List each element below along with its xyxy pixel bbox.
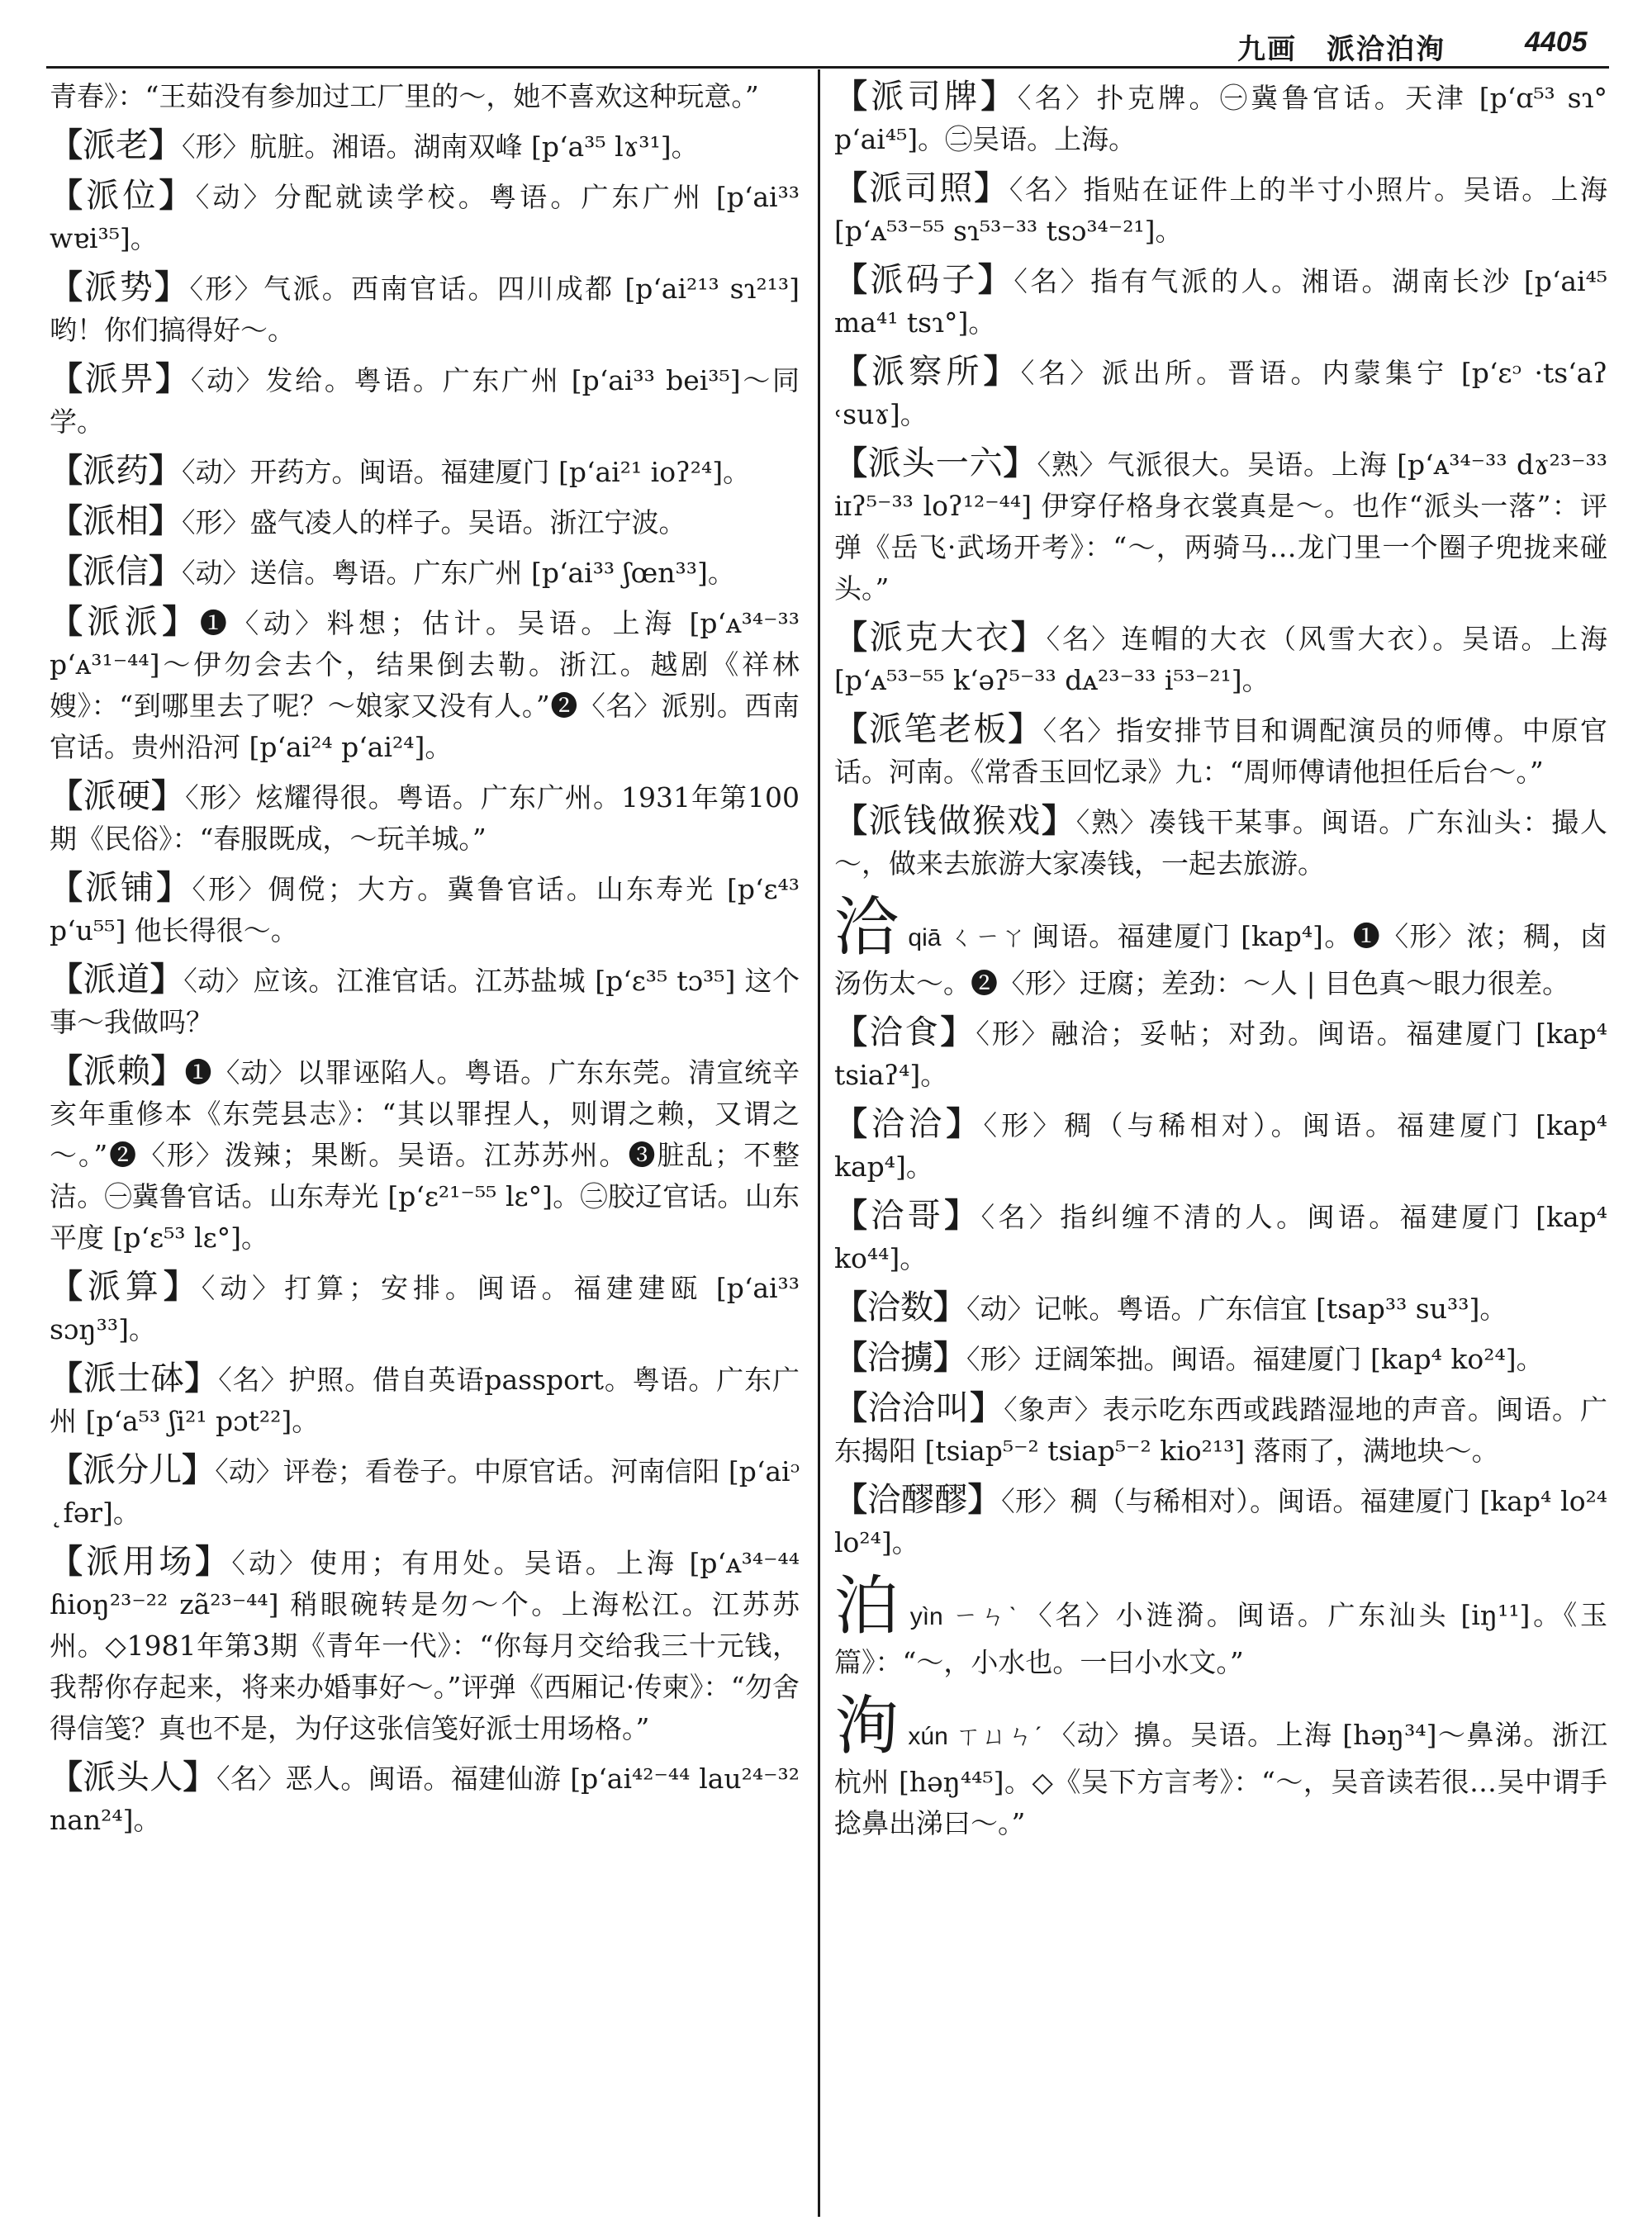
entry-text: 〈名〉派出所。晋语。内蒙集宁 [pʻɛᵓ ·tsʻaʔ ˓suɤ]。 xyxy=(834,357,1608,430)
char-entry xyxy=(834,1571,1607,1683)
entry xyxy=(834,617,1607,701)
entry-text: 〈名〉指纠缠不清的人。闽语。福建厦门 [kap⁴ ko⁴⁴]。 xyxy=(834,1201,1608,1274)
entry-text: 〈动〉打算；安排。闽语。福建建瓯 [pʻai³³ sɔŋ³³]。 xyxy=(50,1272,800,1345)
headword: 【洽数】 xyxy=(834,1288,966,1326)
headword: 【派司照】 xyxy=(834,168,1009,207)
headword: 【派派】 xyxy=(50,602,200,641)
entry xyxy=(50,1450,800,1534)
char-entry xyxy=(834,1691,1607,1844)
headword: 【派头人】 xyxy=(50,1758,216,1796)
left-column xyxy=(50,76,800,1848)
entry-text: 〈名〉小涟漪。闽语。广东汕头 [iŋ¹¹]。《玉篇》：“～，小水也。一曰小水文。” xyxy=(834,1599,1607,1678)
entry-text: 青春》：“王茹没有参加过工厂里的～，她不喜欢这种玩意。” xyxy=(50,80,759,112)
page-number: 4405 xyxy=(1525,26,1588,58)
section-title: 九画 派洽泊洵 xyxy=(1237,33,1446,66)
entry-text: 〈形〉迂阔笨拙。闽语。福建厦门 [kap⁴ ko²⁴]。 xyxy=(966,1343,1544,1375)
headword: 【派察所】 xyxy=(834,352,1021,391)
headword: 【派钱做猴戏】 xyxy=(834,801,1076,840)
entry-text: 〈熟〉气派很大。吴语。上海 [pʻᴀ³⁴⁻³³ dɤ²³⁻³³ iɪʔ⁵⁻³³ loʔ¹²⁻⁴⁴] 伊穿仔格身衣裳真是～。也作“派头一落”：评弹《岳飞·武场开考》：“～，两骑马…龙门里一个圈子兜拢来碰头。” xyxy=(834,448,1608,605)
entry-text: 〈形〉气派。西南官话。四川成都 [pʻai²¹³ sɿ²¹³] 哟！你们搞得好～。 xyxy=(50,273,800,346)
entry xyxy=(834,259,1607,344)
entry-text: 〈名〉护照。借自英语passport。粤语。广东广州 [pʻa⁵³ ʃi²¹ pɔt²²]。 xyxy=(50,1364,800,1437)
head-character: 洽 xyxy=(834,890,900,965)
entry-text: 〈动〉开药方。闽语。福建厦门 [pʻai²¹ ioʔ²⁴]。 xyxy=(182,456,751,488)
headword: 【派克大衣】 xyxy=(834,618,1047,657)
entry-text: 〈形〉倜傥；大方。冀鲁官话。山东寿光 [pʻɛ⁴³ pʻu⁵⁵] 他长得很～。 xyxy=(50,873,800,947)
headword: 【派士砵】 xyxy=(50,1359,219,1397)
entry-text: 〈动〉分配就读学校。粤语。广东广州 [pʻai³³ wɐi³⁵]。 xyxy=(50,181,800,254)
entry xyxy=(50,867,800,951)
entry-text: 〈动〉应该。江淮官话。江苏盐城 [pʻɛ³⁵ tɔ³⁵] 这个事～我做吗？ xyxy=(50,965,800,1038)
headword: 【洽洽叫】 xyxy=(834,1388,1004,1427)
headword: 【洽洽】 xyxy=(834,1104,984,1143)
entry xyxy=(834,1287,1607,1330)
head-character: 洵 xyxy=(834,1689,900,1763)
entry xyxy=(834,76,1607,160)
headword: 【派司牌】 xyxy=(834,77,1018,116)
entry xyxy=(834,1195,1607,1279)
head-character: 泊 xyxy=(834,1569,902,1644)
entry xyxy=(834,1103,1607,1188)
headword: 【派铺】 xyxy=(50,868,192,907)
pinyin: yìn ㄧㄣˋ xyxy=(909,1603,1020,1630)
entry-text: 〈形〉肮脏。湘语。湖南双峰 [pʻa³⁵ lɤ³¹]。 xyxy=(182,130,699,163)
entry-text: 闽语。福建厦门 [kap⁴]。❶〈形〉浓；稠，卤汤伤太～。❷〈形〉迂腐；差劲：～人 | 目色真～眼力很差。 xyxy=(834,920,1607,999)
entry-continued xyxy=(50,76,800,117)
entry xyxy=(834,1012,1607,1096)
headword: 【派赖】 xyxy=(50,1051,185,1090)
entry xyxy=(50,1358,800,1442)
entry-text: 〈动〉擤。吴语。上海 [həŋ³⁴]～鼻涕。浙江杭州 [həŋ⁴⁴⁵]。◇《吴下方言考》：“～，吴音读若很…吴中谓手捻鼻出涕曰～。” xyxy=(834,1719,1607,1839)
entry xyxy=(50,125,800,168)
entry xyxy=(834,709,1607,793)
right-column xyxy=(834,76,1607,1852)
headword: 【洽哥】 xyxy=(834,1196,981,1235)
entry xyxy=(50,501,800,543)
entry-text: 〈名〉扑克牌。㊀冀鲁官话。天津 [pʻɑ⁵³ sɿ° pʻai⁴⁵]。㊁吴语。上海。 xyxy=(834,82,1608,155)
pinyin: qiā ㄑㄧㄚ xyxy=(908,924,1028,951)
entry-text: 〈名〉指安排节目和调配演员的师傅。中原官话。河南。《常香玉回忆录》九：“周师傅请他担任后台～。” xyxy=(834,714,1608,788)
entry xyxy=(50,1266,800,1350)
entry xyxy=(50,776,800,860)
headword: 【派老】 xyxy=(50,126,182,164)
headword: 【派畀】 xyxy=(50,359,191,398)
entry-text: 〈动〉评卷；看卷子。中原官话。河南信阳 [pʻaiᵓ ˛fər]。 xyxy=(50,1455,800,1529)
entry-text: ❶〈动〉料想；估计。吴语。上海 [pʻᴀ³⁴⁻³³ pʻᴀ³¹⁻⁴⁴]～伊勿会去个，结果倒去勒。浙江。越剧《祥林嫂》：“到哪里去了呢？～娘家又没有人。”❷〈名〉派别。西南官话。贵州沿河 [pʻai²⁴ pʻai²⁴]。 xyxy=(50,607,800,763)
headword: 【派道】 xyxy=(50,960,184,999)
entry-text: 〈动〉发给。粤语。广东广州 [pʻai³³ bei³⁵]～同学。 xyxy=(50,364,800,438)
entry xyxy=(834,351,1607,435)
header-rule xyxy=(46,66,1609,69)
entry-text: 〈形〉稠（与稀相对）。闽语。福建厦门 [kap⁴ lo²⁴ lo²⁴]。 xyxy=(834,1485,1608,1559)
running-header xyxy=(46,18,1616,68)
entry-text: 〈名〉指有气派的人。湘语。湖南长沙 [pʻai⁴⁵ ma⁴¹ tsɿ°]。 xyxy=(834,265,1608,339)
entry-text: 〈名〉指贴在证件上的半寸小照片。吴语。上海 [pʻᴀ⁵³⁻⁵⁵ sɿ⁵³⁻³³ tsɔ³⁴⁻²¹]。 xyxy=(834,173,1608,247)
headword: 【派势】 xyxy=(50,268,190,306)
headword: 【派相】 xyxy=(50,501,182,540)
entry xyxy=(834,1388,1607,1472)
headword: 【派药】 xyxy=(50,451,182,490)
entry-text: 〈名〉连帽的大衣（风雪大衣）。吴语。上海 [pʻᴀ⁵³⁻⁵⁵ kʻəʔ⁵⁻³³ dᴀ²³⁻³³ i⁵³⁻²¹]。 xyxy=(834,623,1608,696)
entry xyxy=(50,450,800,493)
entry-text: 〈动〉记帐。粤语。广东信宜 [tsap³³ su³³]。 xyxy=(966,1293,1507,1325)
headword: 【洽食】 xyxy=(834,1013,976,1051)
entry xyxy=(50,1051,800,1259)
headword: 【洽擄】 xyxy=(834,1338,966,1377)
headword: 【派笔老板】 xyxy=(834,709,1043,748)
entry-text: 〈形〉稠（与稀相对）。闽语。福建厦门 [kap⁴ kap⁴]。 xyxy=(834,1109,1608,1183)
entry xyxy=(834,1337,1607,1380)
headword: 【派位】 xyxy=(50,176,196,215)
entry-text: 〈熟〉凑钱干某事。闽语。广东汕头：撮人～，做来去旅游大家凑钱，一起去旅游。 xyxy=(834,806,1608,880)
entry-text: 〈象声〉表示吃东西或践踏湿地的声音。闽语。广东揭阳 [tsiap⁵⁻² tsiap⁵⁻² kio²¹³] 落雨了，满地块～。 xyxy=(834,1393,1608,1467)
entry xyxy=(50,358,800,443)
entry xyxy=(834,1479,1607,1563)
entry xyxy=(50,601,800,768)
entry xyxy=(50,175,800,259)
headword: 【派码子】 xyxy=(834,260,1014,299)
pinyin: xún ㄒㄩㄣˊ xyxy=(908,1723,1044,1750)
entry xyxy=(50,551,800,594)
entry xyxy=(834,443,1607,610)
entry xyxy=(834,168,1607,252)
char-entry xyxy=(834,892,1607,1004)
column-divider xyxy=(818,69,820,2217)
headword: 【派用场】 xyxy=(50,1542,232,1581)
entry-text: ❶〈动〉以罪诬陷人。粤语。广东东莞。清宣统辛亥年重修本《东莞县志》：“其以罪捏人，则谓之赖，又谓之～。”❷〈形〉泼辣；果断。吴语。江苏苏州。❸脏乱；不整洁。㊀冀鲁官话。山东寿光 [pʻɛ²¹⁻⁵⁵ lɛ°]。㊁胶辽官话。山东平度 [pʻɛ⁵³ lɛ°]。 xyxy=(50,1056,800,1254)
headword: 【派算】 xyxy=(50,1267,202,1306)
entry xyxy=(50,1541,800,1749)
entry-text: 〈形〉炫耀得很。粤语。广东广州。1931年第100期《民俗》：“春服既成，～玩羊城。” xyxy=(50,781,800,855)
headword: 【派分儿】 xyxy=(50,1450,216,1489)
entry xyxy=(50,267,800,351)
headword: 【派头一六】 xyxy=(834,444,1037,482)
entry-text: 〈动〉送信。粤语。广东广州 [pʻai³³ ʃœn³³]。 xyxy=(182,557,735,589)
headword: 【派信】 xyxy=(50,552,182,591)
entry-text: 〈形〉盛气凌人的样子。吴语。浙江宁波。 xyxy=(182,506,686,539)
entry xyxy=(50,959,800,1043)
entry-text: 〈动〉使用；有用处。吴语。上海 [pʻᴀ³⁴⁻⁴⁴ ɦioŋ²³⁻²² zã²³⁻⁴⁴] 稍眼碗转是勿～个。上海松江。江苏苏州。◇1981年第3期《青年一代》：“你每月交给我三十元钱，我帮你存起来，将来办婚事好～。”评弹《西厢记·传柬》：“勿舍得信笺？真也不是，为仔这张信笺好派士用场格。” xyxy=(50,1547,800,1744)
entry xyxy=(50,1757,800,1841)
entry-text: 〈名〉恶人。闽语。福建仙游 [pʻai⁴²⁻⁴⁴ lau²⁴⁻³² nan²⁴]。 xyxy=(50,1763,800,1836)
entry xyxy=(834,800,1607,885)
headword: 【洽醪醪】 xyxy=(834,1480,1002,1519)
headword: 【派硬】 xyxy=(50,776,186,815)
entry-text: 〈形〉融洽；妥帖；对劲。闽语。福建厦门 [kap⁴ tsiaʔ⁴]。 xyxy=(834,1018,1608,1091)
